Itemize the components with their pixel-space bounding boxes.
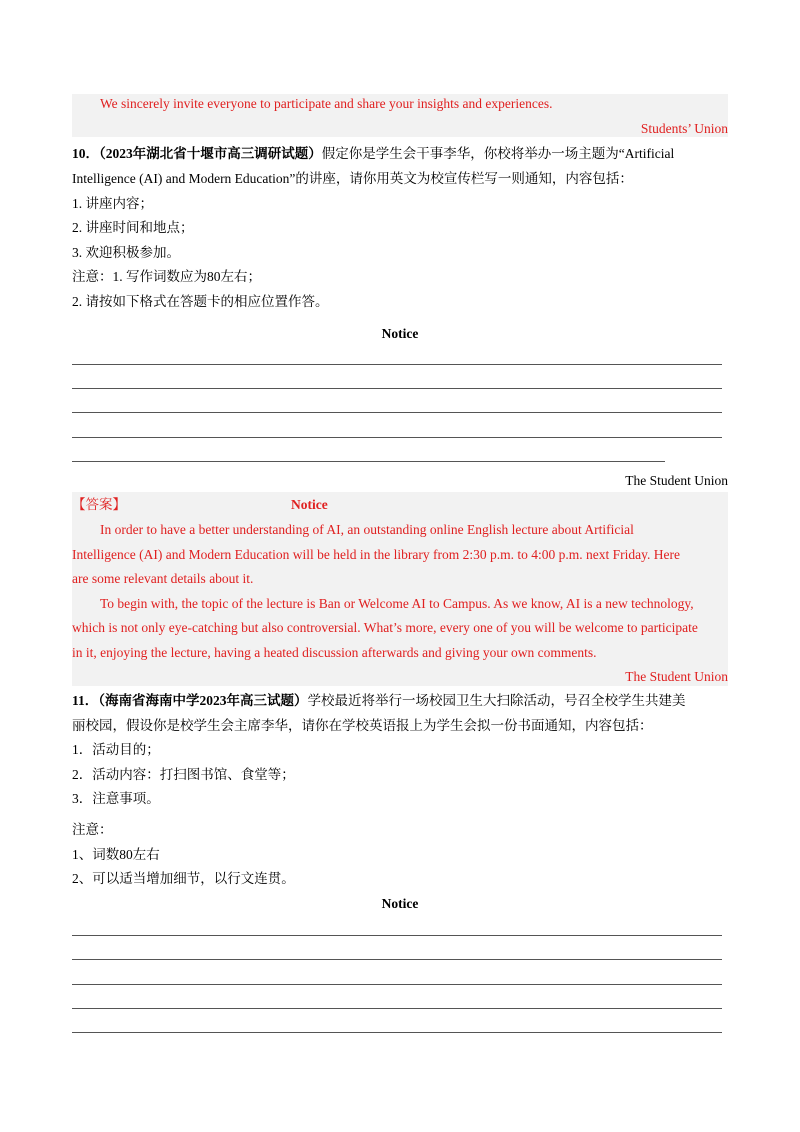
signature: Students’ Union: [640, 121, 728, 136]
question-prompt: 假定你是学生会干事李华，你校将举办一场主题为“Artificial: [321, 146, 675, 161]
question-number: 11．: [72, 693, 99, 708]
signature: The Student Union: [625, 473, 728, 488]
note-line: 2. 请按如下格式在答题卡的相应位置作答。: [72, 294, 329, 309]
question-source: （海南省海南中学2023年高三试题）: [98, 693, 308, 708]
writing-line: [72, 461, 665, 462]
answer-text: in it, enjoying the lecture, having a heated discussion afterwards and giving your own comments.: [72, 645, 597, 660]
writing-line: [72, 388, 722, 389]
question-11-line2: 丽校园，假设你是校学生会主席李华，请你在学校英语报上为学生会拟一份书面通知，内容包括：: [72, 718, 653, 733]
answer-title: Notice: [291, 497, 328, 512]
requirement-item: 1. 讲座内容；: [72, 196, 153, 211]
answer-text: To begin with, the topic of the lecture is Ban or Welcome AI to Campus. As we know, AI is a new technology,: [100, 596, 694, 611]
writing-line: [72, 364, 722, 365]
writing-line: [72, 1032, 722, 1033]
question-number: 10．: [72, 146, 99, 161]
requirement-item: 2. 讲座时间和地点；: [72, 220, 194, 235]
requirement-item: 2．活动内容：打扫图书馆、食堂等；: [72, 767, 295, 782]
writing-line: [72, 959, 722, 960]
answer-text: are some relevant details about it.: [72, 571, 254, 586]
note-line: 1、词数80左右: [72, 847, 160, 862]
question-11-line1: [72, 694, 686, 707]
writing-line: [72, 412, 722, 413]
note-line: 2、可以适当增加细节，以行文连贯。: [72, 871, 295, 886]
writing-line: [72, 437, 722, 438]
answer-text: In order to have a better understanding of AI, an outstanding online English lecture about Artificial: [100, 522, 634, 537]
writing-line: [72, 984, 722, 985]
writing-line: [72, 935, 722, 936]
note-label: 注意：: [72, 822, 113, 837]
requirement-item: 1．活动目的；: [72, 742, 160, 757]
note-line: 注意：1. 写作词数应为80左右；: [72, 269, 261, 284]
question-source: （2023年湖北省十堰市高三调研试题）: [99, 146, 322, 161]
question-10-line1: [72, 147, 674, 160]
closing-line: We sincerely invite everyone to participate and share your insights and experiences.: [100, 96, 553, 111]
requirement-item: 3. 欢迎积极参加。: [72, 245, 180, 260]
answer-signature: The Student Union: [625, 669, 728, 684]
writing-line: [72, 1008, 722, 1009]
requirement-item: 3．注意事项。: [72, 791, 160, 806]
answer-text: Intelligence (AI) and Modern Education will be held in the library from 2:30 p.m. to 4:00 p.m. next Friday. Here: [72, 547, 680, 562]
question-10-line2: Intelligence (AI) and Modern Education”的讲座，请你用英文为校宣传栏写一则通知，内容包括：: [72, 171, 633, 186]
notice-heading: Notice: [381, 896, 419, 911]
answer-label: 【答案】: [72, 497, 126, 512]
question-prompt: 学校最近将举行一场校园卫生大扫除活动，号召全校学生共建美: [307, 693, 686, 708]
notice-heading: Notice: [381, 326, 419, 341]
answer-text: which is not only eye-catching but also controversial. What’s more, every one of you will be welcome to participate: [72, 620, 698, 635]
